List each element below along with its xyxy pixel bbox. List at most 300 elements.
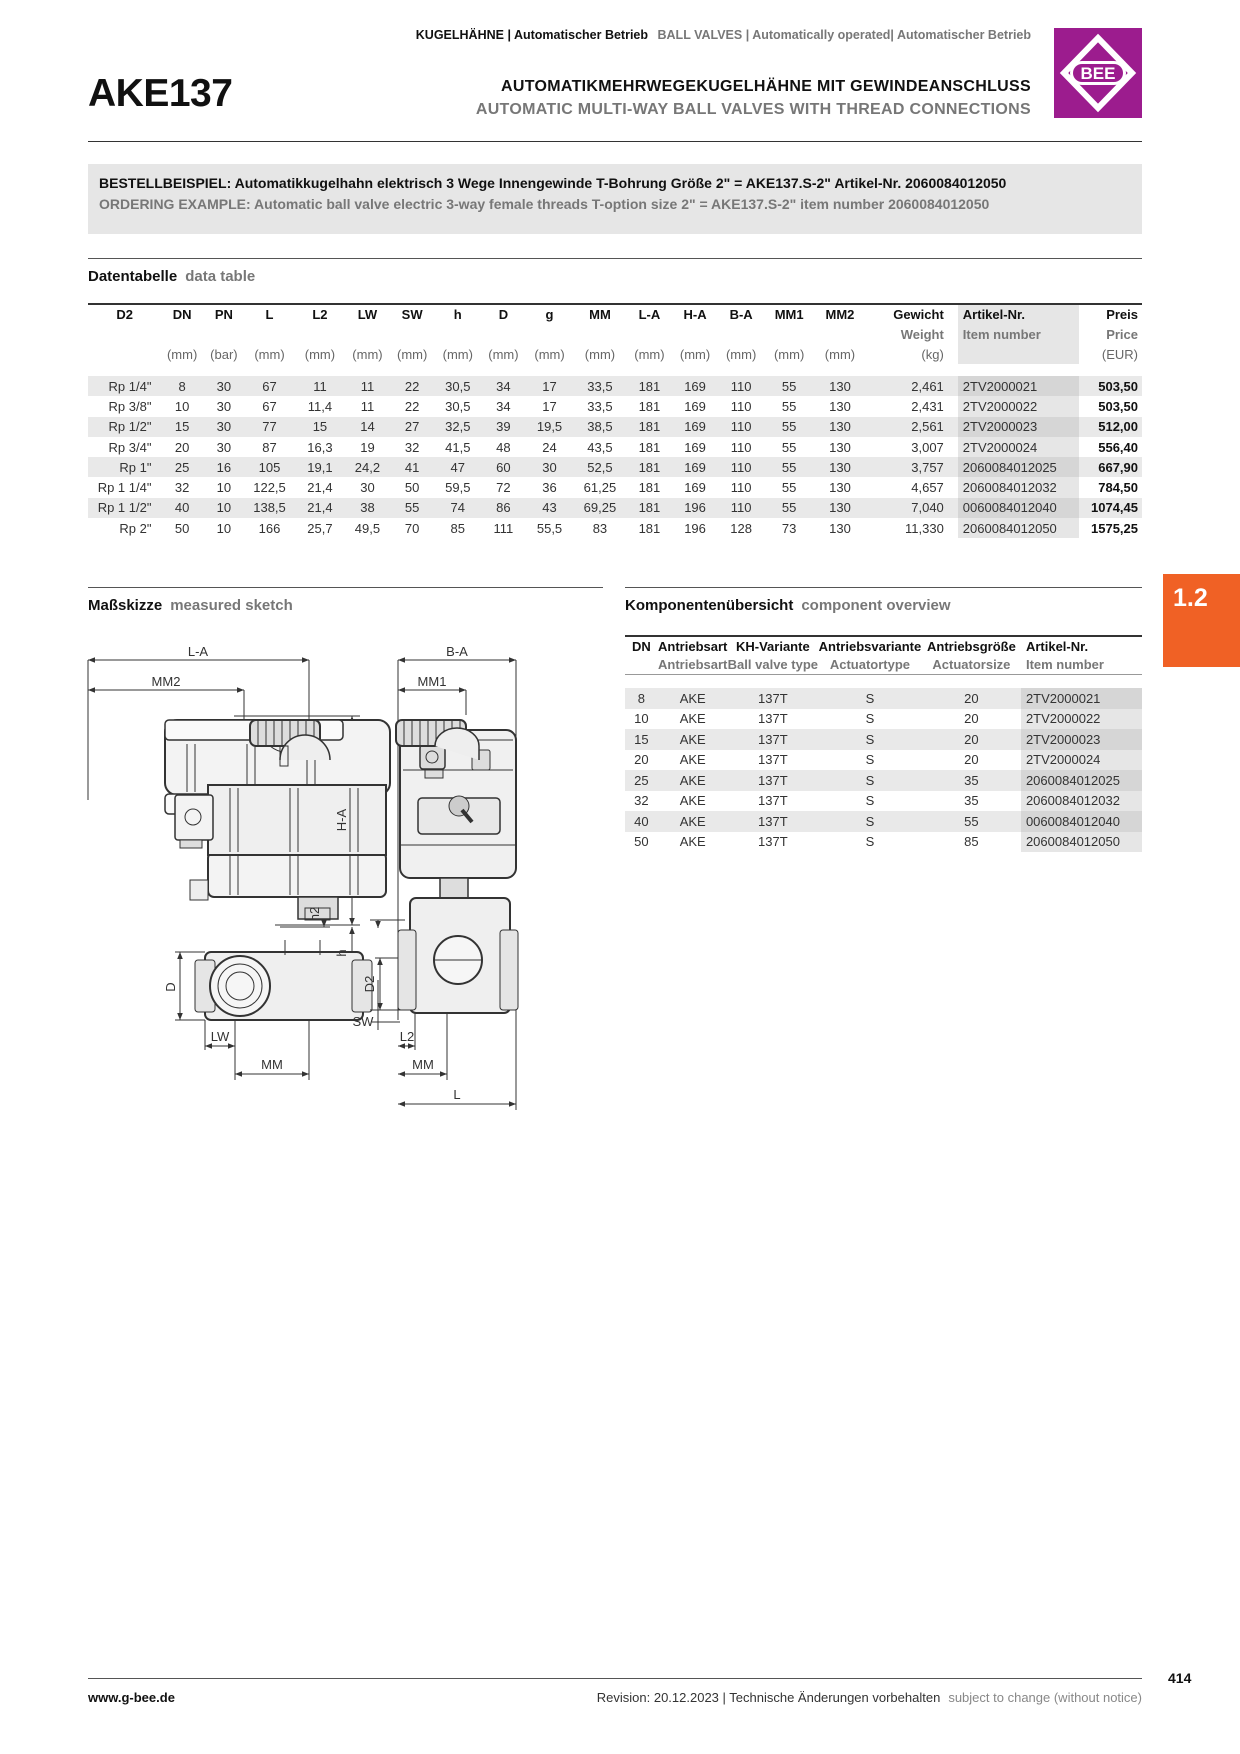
data-table-header-en [294, 324, 346, 344]
label-h2: h2 [307, 906, 322, 922]
data-table-unit: (EUR) [1101, 346, 1138, 362]
data-table-unit: (mm) [773, 346, 805, 362]
table-cell: 181 [638, 398, 661, 414]
components-title-de: Komponentenübersicht [625, 597, 794, 614]
component-cell: 85 [964, 834, 979, 850]
table-cell: 72 [496, 480, 511, 496]
table-cell: 33,5 [573, 376, 628, 396]
component-cell: S [865, 711, 875, 727]
table-cell: 181 [638, 439, 661, 455]
table-cell: 30 [216, 398, 232, 414]
data-table-header: Gewicht [893, 307, 944, 322]
table-cell: 512,00 [1079, 417, 1142, 437]
data-table-title [88, 268, 255, 285]
table-cell: 17 [526, 376, 572, 396]
spacer-cell [88, 364, 161, 376]
component-spacer [625, 674, 1142, 688]
table-row [88, 417, 1142, 437]
component-header-en-row [625, 655, 1142, 674]
data-table-unit: (mm) [254, 346, 285, 362]
component-cell: AKE [658, 688, 728, 709]
table-cell: 25,7 [307, 520, 333, 536]
component-cell: 55 [922, 811, 1021, 832]
data-table-unit [88, 344, 161, 364]
component-cell: 35 [922, 770, 1021, 791]
table-cell: 69,25 [573, 498, 628, 518]
table-row [88, 457, 1142, 477]
table-cell: 41,5 [445, 439, 471, 455]
data-table-header: LW [357, 307, 378, 322]
data-table-header-en [203, 324, 245, 344]
table-cell: 20 [174, 439, 190, 455]
component-header-en [625, 655, 658, 674]
table-cell: 27 [389, 417, 435, 437]
spacer-cell [1079, 364, 1142, 376]
table-cell: 40 [161, 498, 202, 518]
table-cell: 16 [203, 457, 245, 477]
table-cell: 130 [829, 480, 851, 496]
table-cell: 181 [627, 457, 671, 477]
spacer-cell [203, 364, 245, 376]
table-cell: 83 [592, 520, 608, 536]
table-cell: 130 [815, 498, 866, 518]
label-l2: L2 [399, 1029, 415, 1044]
spacer-cell [294, 364, 346, 376]
ordering-de: BESTELLBEISPIEL: Automatikkugelhahn elektrisch 3 Wege Innengewinde T-Bohrung Größe 2" = AKE137.S-2" Artikel-Nr. 2060084012050 [99, 175, 1007, 191]
component-cell: 2060084012050 [1021, 832, 1142, 853]
label-ba: B-A [446, 644, 468, 659]
component-header-en: Ball valve type [727, 656, 818, 672]
table-cell: 10 [216, 480, 232, 496]
label-mm1: MM1 [417, 674, 447, 689]
spacer-cell [480, 364, 526, 376]
data-table-rule [88, 258, 1142, 259]
table-cell: 4,657 [911, 480, 944, 496]
data-table-unit [958, 344, 1079, 364]
data-table-unit: (mm) [304, 346, 336, 362]
ordering-en: ORDERING EXAMPLE: Automatic ball valve electric 3-way female threads T-option size 2" = AKE137.S-2" item number 2060084012050 [99, 196, 990, 212]
data-table-header: D2 [116, 307, 134, 322]
component-cell: AKE [679, 793, 706, 809]
table-cell: 130 [815, 457, 866, 477]
table-cell: 67 [262, 398, 277, 414]
data-table [88, 303, 1142, 538]
component-cell: 0060084012040 [1021, 811, 1142, 832]
table-cell: Rp 1" [88, 457, 161, 477]
table-cell: 32 [174, 480, 190, 496]
table-cell: 784,50 [1098, 480, 1138, 496]
table-cell: 34 [496, 398, 511, 414]
spacer-cell [573, 364, 628, 376]
table-cell: 34 [480, 376, 526, 396]
data-table-unit: (mm) [634, 346, 665, 362]
spacer-cell [818, 674, 922, 688]
table-cell: 30 [216, 439, 232, 455]
table-cell: 87 [262, 439, 277, 455]
label-lw: LW [210, 1029, 230, 1044]
table-cell: 110 [719, 498, 764, 518]
data-table-header-row [88, 304, 1142, 324]
table-cell: 138,5 [245, 498, 294, 518]
table-cell: 43 [526, 498, 572, 518]
spacer-cell [161, 364, 202, 376]
table-cell: 30 [203, 417, 245, 437]
table-cell: 8 [161, 376, 202, 396]
table-cell: 7,040 [865, 498, 957, 518]
table-cell: 196 [672, 498, 719, 518]
component-cell: 32 [634, 793, 649, 809]
component-row [625, 832, 1142, 853]
component-cell: 2TV2000022 [1021, 709, 1142, 730]
component-header: Antriebsvariante [818, 638, 922, 654]
data-table-header-en [88, 324, 161, 344]
table-cell: 24 [542, 439, 557, 455]
component-cell: 137T [758, 711, 788, 727]
component-cell: 35 [964, 793, 979, 809]
table-cell: Rp 2" [119, 520, 152, 536]
ordering-example [88, 164, 1142, 234]
data-table-unit: (mm) [488, 346, 519, 362]
table-cell: 169 [684, 480, 706, 496]
table-cell: 2,561 [865, 417, 957, 437]
component-cell: 20 [964, 752, 979, 768]
table-cell: 556,40 [1098, 439, 1138, 455]
data-table-header: MM1 [774, 307, 804, 322]
table-cell: 181 [627, 498, 671, 518]
table-cell: 77 [245, 417, 294, 437]
table-cell: 130 [815, 417, 866, 437]
table-cell: 55 [764, 498, 815, 518]
table-cell: 30 [360, 480, 375, 496]
component-header: Antriebsart [658, 638, 728, 654]
table-cell: 128 [730, 520, 752, 536]
table-cell: 10 [174, 398, 190, 414]
components-rule [625, 587, 1142, 588]
data-table-unit: (kg) [921, 346, 944, 362]
component-row [625, 729, 1142, 750]
sketch-title-de: Maßskizze [88, 597, 163, 614]
component-header-en: Antriebsart [658, 656, 728, 672]
component-cell: AKE [679, 834, 706, 850]
table-cell: 50 [404, 480, 420, 496]
spacer-cell [1021, 674, 1142, 688]
data-table-unit: (mm) [679, 346, 711, 362]
table-cell: 16,3 [307, 439, 333, 455]
table-cell: 30,5 [445, 398, 471, 414]
table-cell: 122,5 [253, 480, 286, 496]
category-en: BALL VALVES | Automatically operated| Automatischer Betrieb [657, 28, 1031, 42]
component-header-en: Item number [1025, 656, 1104, 672]
component-cell: 137T [758, 834, 788, 850]
table-cell: Rp 1 1/2" [88, 498, 161, 518]
component-row [625, 750, 1142, 771]
data-table-unit: (mm) [824, 346, 856, 362]
table-cell: 24,2 [346, 457, 389, 477]
component-cell: 137T [728, 688, 818, 709]
bee-logo [1054, 28, 1142, 118]
component-row [625, 791, 1142, 812]
table-cell: Rp 1/2" [88, 417, 161, 437]
component-cell: 20 [922, 729, 1021, 750]
spacer-cell [958, 364, 1079, 376]
component-cell: AKE [658, 811, 728, 832]
component-header: KH-Variante [735, 638, 810, 654]
table-cell: 169 [672, 376, 719, 396]
data-table-title-de: Datentabelle [88, 268, 178, 285]
table-cell: 181 [627, 417, 671, 437]
table-cell: 3,757 [865, 457, 957, 477]
component-cell: 40 [625, 811, 658, 832]
table-cell: 55 [781, 398, 797, 414]
spacer-cell [922, 674, 1021, 688]
data-table-unit: (mm) [166, 346, 198, 362]
table-cell: 130 [829, 439, 851, 455]
data-table-header: g [545, 307, 554, 322]
component-table [625, 635, 1142, 852]
table-cell: 39 [480, 417, 526, 437]
data-table-header-en [526, 324, 572, 344]
data-table-header: D [498, 307, 509, 322]
table-cell: 55 [764, 457, 815, 477]
component-cell: 2TV2000023 [1021, 729, 1142, 750]
label-sw: SW [352, 1014, 374, 1029]
table-cell: 19,5 [526, 417, 572, 437]
table-row [88, 437, 1142, 457]
table-cell: 55 [389, 498, 435, 518]
spacer-cell [526, 364, 572, 376]
table-cell: 11,4 [307, 398, 333, 414]
component-cell: S [818, 688, 922, 709]
data-table-header-en [480, 324, 526, 344]
title-de: AUTOMATIKMEHRWEGEKUGELHÄHNE MIT GEWINDEANSCHLUSS [501, 78, 1031, 95]
component-cell: S [865, 834, 875, 850]
component-cell: AKE [658, 729, 728, 750]
component-cell: AKE [658, 770, 728, 791]
components-title [625, 597, 951, 614]
table-cell: 33,5 [587, 398, 613, 414]
component-cell: 25 [625, 770, 658, 791]
component-cell: 137T [758, 752, 788, 768]
table-cell: 30 [203, 376, 245, 396]
table-cell: 60 [480, 457, 526, 477]
table-cell: 22 [389, 376, 435, 396]
component-header: Antriebsgröße [926, 638, 1016, 654]
table-cell: 110 [719, 457, 764, 477]
table-cell: 21,4 [307, 480, 333, 496]
spacer-cell [658, 674, 728, 688]
data-table-unit: (mm) [352, 346, 383, 362]
table-cell: 70 [404, 520, 420, 536]
table-cell: 41 [389, 457, 435, 477]
data-table-header: L-A [638, 307, 661, 322]
data-table-header: Preis [1106, 307, 1138, 322]
table-cell: 11,330 [905, 520, 944, 536]
table-cell: 667,90 [1079, 457, 1142, 477]
footer-url[interactable]: www.g-bee.de [88, 1690, 175, 1705]
component-cell: 2TV2000021 [1021, 688, 1142, 709]
component-cell: S [865, 793, 875, 809]
table-cell: 47 [435, 457, 480, 477]
table-cell: 48 [496, 439, 511, 455]
revision-en: subject to change (without notice) [948, 1690, 1142, 1705]
data-table-unit: (mm) [584, 346, 616, 362]
table-cell: 169 [684, 439, 706, 455]
table-cell: 2060084012025 [958, 457, 1079, 477]
table-cell: 130 [815, 376, 866, 396]
table-cell: 55 [781, 439, 797, 455]
data-table-header-en [573, 324, 628, 344]
component-header-en: Actuatorsize [932, 656, 1011, 672]
product-code: AKE137 [88, 72, 233, 115]
table-cell: 181 [638, 480, 661, 496]
table-cell: 55 [764, 376, 815, 396]
component-cell: 20 [964, 711, 979, 727]
data-table-header: MM2 [825, 307, 855, 322]
component-cell: 10 [634, 711, 649, 727]
component-header-row [625, 636, 1142, 655]
table-cell: 25 [161, 457, 202, 477]
header-category [0, 28, 1031, 42]
data-table-header: B-A [729, 307, 753, 322]
table-cell: 85 [450, 520, 466, 536]
component-cell: 137T [728, 811, 818, 832]
spacer-cell [865, 364, 957, 376]
data-table-header-en [346, 324, 389, 344]
label-mm-right: MM [412, 1057, 434, 1072]
table-cell: Rp 3/8" [108, 398, 152, 414]
data-table-header: DN [172, 307, 192, 322]
table-cell: 196 [684, 520, 706, 536]
component-cell: S [818, 811, 922, 832]
table-cell: 503,50 [1079, 376, 1142, 396]
data-table-header-en-row [88, 324, 1142, 344]
table-cell: 2TV2000024 [958, 437, 1079, 457]
table-row [88, 518, 1142, 538]
data-table-header: L [265, 307, 274, 322]
spacer-cell [389, 364, 435, 376]
table-cell: 43,5 [587, 439, 613, 455]
component-cell: 137T [728, 729, 818, 750]
dimension-sketch [80, 630, 600, 1130]
table-cell: 169 [672, 457, 719, 477]
table-cell: 55 [781, 480, 797, 496]
table-cell: 61,25 [583, 480, 617, 496]
table-cell: 73 [781, 520, 797, 536]
data-table-header-en: Price [1106, 326, 1138, 342]
table-row [88, 396, 1142, 416]
data-table-header: SW [401, 307, 423, 322]
component-header: Artikel-Nr. [1025, 638, 1089, 654]
data-table-header-en [815, 324, 866, 344]
component-header-en: Actuatortype [829, 656, 911, 672]
component-cell: 137T [728, 770, 818, 791]
logo-text: BEE [1080, 64, 1116, 83]
table-cell: 105 [245, 457, 294, 477]
data-table-unit-row [88, 344, 1142, 364]
data-table-header: H-A [683, 307, 707, 322]
data-table-unit: (mm) [442, 346, 473, 362]
table-cell: 21,4 [294, 498, 346, 518]
category-de: KUGELHÄHNE | Automatischer Betrieb [415, 28, 649, 42]
component-cell: AKE [679, 752, 706, 768]
component-cell: 15 [625, 729, 658, 750]
table-cell: 2TV2000021 [958, 376, 1079, 396]
table-cell: 3,007 [911, 439, 944, 455]
table-cell: 22 [404, 398, 420, 414]
data-table-header-en [627, 324, 671, 344]
component-cell: S [818, 729, 922, 750]
table-cell: 10 [203, 498, 245, 518]
table-cell: 19,1 [294, 457, 346, 477]
spacer-cell [346, 364, 389, 376]
label-d2: D2 [362, 975, 377, 993]
table-cell: 74 [435, 498, 480, 518]
table-cell: 0060084012040 [958, 498, 1079, 518]
data-table-header-en [719, 324, 764, 344]
table-cell: 38 [346, 498, 389, 518]
label-l: L [453, 1087, 461, 1102]
table-cell: 2TV2000023 [958, 417, 1079, 437]
table-cell: 111 [493, 520, 514, 536]
table-cell: 2TV2000022 [958, 396, 1079, 416]
page-number: 414 [1168, 1670, 1192, 1686]
data-table-header: MM [589, 307, 611, 322]
data-table-header-en [672, 324, 719, 344]
data-table-header-en [245, 324, 294, 344]
data-table-header-en [435, 324, 480, 344]
label-d: D [163, 982, 178, 992]
spacer-cell [764, 364, 815, 376]
table-cell: 19 [360, 439, 375, 455]
table-cell: 11 [294, 376, 346, 396]
component-cell: 20 [922, 688, 1021, 709]
component-cell: 2060084012032 [1021, 791, 1142, 812]
footer-rule [88, 1678, 1142, 1679]
title-en: AUTOMATIC MULTI-WAY BALL VALVES WITH THREAD CONNECTIONS [475, 101, 1031, 118]
table-cell: 11 [360, 398, 375, 414]
data-table-header-en [161, 324, 202, 344]
sketch-rule [88, 587, 603, 588]
table-cell: 17 [542, 398, 557, 414]
table-row [88, 477, 1142, 497]
table-cell: Rp 3/4" [108, 439, 152, 455]
table-cell: 55,5 [536, 520, 563, 536]
table-cell: 30,5 [435, 376, 480, 396]
table-cell: 169 [672, 417, 719, 437]
spacer-cell [245, 364, 294, 376]
table-cell: 110 [730, 480, 752, 496]
label-mm2: MM2 [151, 674, 181, 689]
data-table-header: L2 [312, 307, 328, 322]
component-cell: 20 [634, 752, 649, 768]
spacer-cell [435, 364, 480, 376]
table-row [88, 376, 1142, 396]
data-table-spacer [88, 364, 1142, 376]
table-cell: 110 [719, 417, 764, 437]
table-cell: 130 [829, 520, 851, 536]
spacer-cell [672, 364, 719, 376]
table-cell: 1575,25 [1091, 520, 1138, 536]
label-h: h [334, 949, 349, 957]
table-cell: 503,50 [1098, 398, 1138, 414]
table-cell: 1074,45 [1079, 498, 1142, 518]
data-table-unit: (mm) [396, 346, 428, 362]
data-table-title-en: data table [185, 268, 256, 285]
data-table-header-en [764, 324, 815, 344]
components-title-en: component overview [801, 597, 951, 614]
table-cell: 110 [730, 439, 752, 455]
data-table-header: h [453, 307, 462, 322]
